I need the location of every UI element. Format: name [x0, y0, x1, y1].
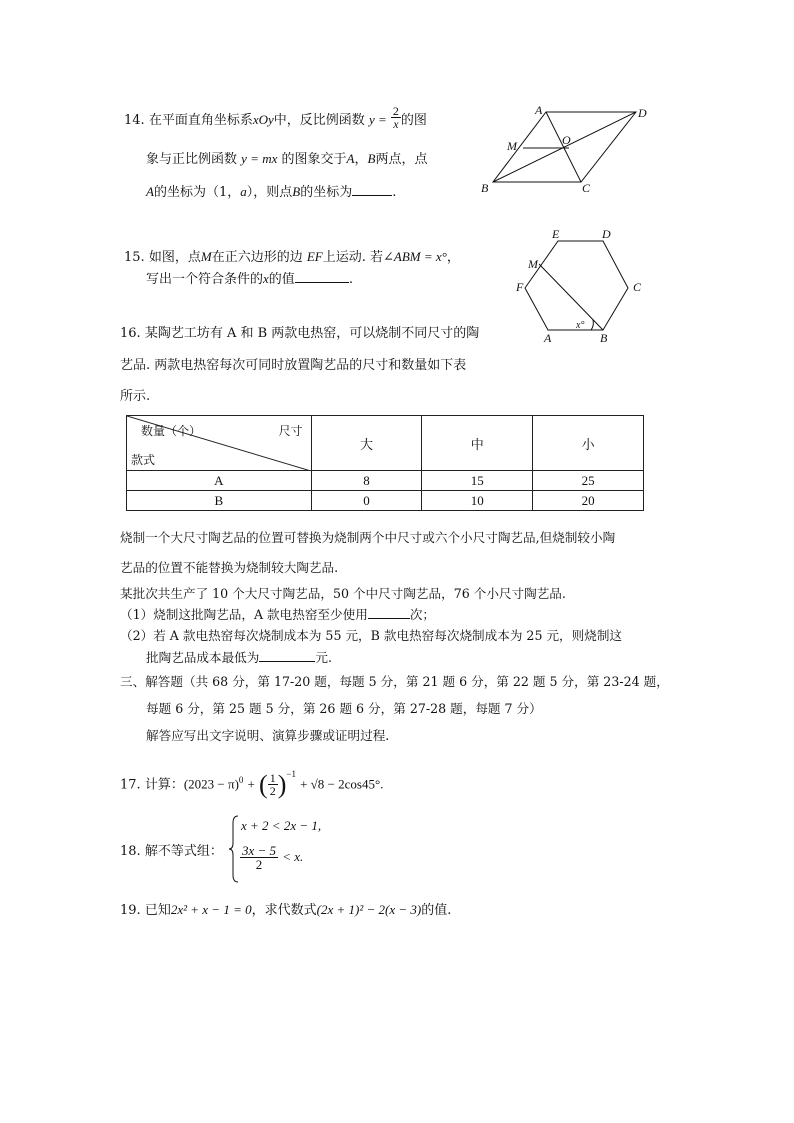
- q17-prefix: 计算：: [144, 777, 184, 793]
- header-medium: 中: [422, 416, 533, 471]
- q16-sub1-post: 次；: [409, 607, 435, 622]
- q16-sub1-blank[interactable]: [368, 606, 410, 619]
- cell-b-small: 20: [533, 491, 644, 511]
- q14-l3-mid2: ），则点: [246, 185, 293, 200]
- q15-l2-post: 的值: [268, 272, 295, 287]
- q16-sub2-post: 元.: [315, 650, 332, 665]
- q14-l3-post: 的坐标为: [300, 185, 353, 200]
- q18-label: [120, 840, 223, 859]
- label-B2: B: [600, 331, 608, 345]
- hexagon-abcdef: [525, 241, 628, 330]
- q16-sub2-text: 批陶艺品成本最低为: [146, 650, 260, 665]
- q14-l2-text: 象与正比例函数: [146, 152, 238, 167]
- label-D: D: [638, 106, 647, 120]
- q17-exp-neg1: −1: [286, 769, 296, 779]
- label-D2: D: [602, 227, 611, 241]
- table-header-row: [127, 416, 644, 471]
- q15-text3: 上运动. 若: [322, 250, 383, 265]
- q14-answer-blank[interactable]: [352, 183, 392, 196]
- q17-rparen: ): [277, 769, 287, 799]
- q14-text: 在平面直角坐标系: [148, 113, 253, 128]
- q16-text1: 某陶艺工坊有 A 和 B 两款电热窑，可以烧制不同尺寸的陶: [144, 326, 480, 341]
- cell-a-large: 8: [311, 471, 422, 491]
- q16-paragraph2: 艺品的位置不能替换为烧制较大陶艺品.: [120, 560, 339, 575]
- q18-prefix: 解不等式组：: [144, 844, 223, 859]
- q17-frac-den: 2: [269, 784, 276, 799]
- frac-numerator: 2: [392, 104, 399, 118]
- row-label-b: B: [127, 491, 312, 511]
- q15-answer-blank[interactable]: [295, 270, 349, 283]
- q15-M: M: [200, 249, 212, 264]
- table-corner-cell: [127, 416, 312, 471]
- q14-l2-A: A: [346, 151, 355, 166]
- q18-number: 18.: [120, 844, 141, 859]
- q18-frac-num: 3x − 5: [242, 843, 277, 858]
- q14-l2-sep: ，: [354, 152, 368, 167]
- q15-text: 如图，点: [148, 250, 201, 265]
- q18-frac-den: 2: [255, 857, 263, 872]
- q16-paragraph1: 烧制一个大尺寸陶艺品的位置可替换为烧制两个中尺寸或六个小尺寸陶艺品,但烧制较小陶: [120, 530, 616, 545]
- header-small: 小: [533, 416, 644, 471]
- q15-x: x: [263, 271, 269, 286]
- q18-inequality1: x + 2 < 2x − 1,: [241, 818, 322, 833]
- q14-y-eq: y =: [368, 112, 387, 127]
- q18-rhs: < x.: [282, 849, 304, 864]
- q15-text4: ，: [446, 250, 460, 265]
- q19-expression: (2x + 1)² − 2(x − 3): [316, 902, 422, 917]
- q17-plus: +: [247, 776, 255, 792]
- q19-mid: ，求代数式: [251, 903, 317, 918]
- q14-line3: [146, 181, 396, 200]
- q14-l3-end: .: [392, 185, 397, 200]
- kiln-capacity-table: [126, 415, 644, 511]
- label-C2: C: [633, 280, 642, 294]
- q14-text3: 的图: [400, 113, 427, 128]
- q16-sub2-line2: [146, 647, 332, 666]
- label-A2: A: [544, 331, 552, 345]
- q15-angle: ∠ABM = x°: [383, 249, 447, 264]
- q16-line1: [120, 322, 479, 341]
- q16-text3: 所示.: [120, 389, 151, 404]
- section3-scoring: 每题 6 分，第 25 题 5 分，第 26 题 6 分，第 27-28 题，每题 7 分）: [146, 701, 542, 716]
- q16-sub2-line1: （2）若 A 款电热窑每次烧制成本为 55 元，B 款电热窑每次烧制成本为 25 元，则烧制这: [120, 628, 623, 643]
- q14-l2-B: B: [367, 151, 376, 166]
- section3-heading: 三、解答题（共 68 分，第 17-20 题，每题 5 分，第 21 题 6 分，第 22 题 5 分，第 23-24 题，: [120, 674, 669, 689]
- cell-a-small: 25: [533, 471, 644, 491]
- q14-text2: 中，反比例函数: [273, 113, 365, 128]
- section3-instructions: 解答应写出文字说明、演算步骤或证明过程.: [146, 728, 390, 743]
- header-large: 大: [311, 416, 422, 471]
- q16-number: 16.: [120, 326, 141, 341]
- table-row: [127, 471, 644, 491]
- label-O: O: [562, 133, 571, 147]
- q14-l3-A: A: [146, 184, 154, 199]
- table-row: [127, 491, 644, 511]
- q19-equation: 2x² + x − 1 = 0: [170, 902, 252, 917]
- q17-frac-num: 1: [269, 771, 276, 786]
- row-label-a: A: [127, 471, 312, 491]
- corner-quantity-label: 数量（个）: [141, 424, 202, 438]
- label-A: A: [535, 103, 543, 117]
- q14-l2-eq: y = mx: [241, 151, 278, 166]
- q19-number: 19.: [120, 903, 141, 918]
- label-F: F: [516, 280, 524, 294]
- q15-EF: EF: [306, 249, 323, 264]
- q14-l2-post: 两点，点: [375, 152, 428, 167]
- q14-line2: [146, 148, 427, 167]
- cell-b-medium: 10: [422, 491, 533, 511]
- q16-text2: 艺品. 两款电热窑每次可同时放置陶艺品的尺寸和数量如下表: [120, 358, 467, 373]
- q14-fraction: [391, 105, 401, 130]
- frac-denominator: x: [393, 117, 399, 131]
- q15-line2: [146, 268, 353, 287]
- q17-fraction: [268, 772, 278, 797]
- q15-number: 15.: [124, 250, 145, 265]
- q14-l3-B: B: [292, 184, 301, 199]
- label-M2: M: [528, 257, 538, 271]
- q16-sub1-text: （1）烧制这批陶艺品，A 款电热窑至少使用: [120, 607, 368, 622]
- cell-b-large: 0: [311, 491, 422, 511]
- label-C: C: [582, 181, 591, 195]
- q16-paragraph3: 某批次共生产了 10 个大尺寸陶艺品，50 个中尺寸陶艺品，76 个小尺寸陶艺品.: [120, 586, 566, 601]
- q14-xoy: xOy: [252, 112, 274, 127]
- q18-fraction: [240, 844, 278, 871]
- q16-sub1: [120, 604, 435, 623]
- q16-sub2-blank[interactable]: [259, 649, 315, 662]
- q15-line1: [124, 246, 460, 265]
- label-M: M: [507, 139, 517, 153]
- q17-term2: + √8 − 2cos45°.: [300, 776, 384, 792]
- label-x-angle: x°: [576, 320, 585, 331]
- q17-term1: (2023 − π): [183, 776, 239, 792]
- q17: [120, 762, 383, 802]
- angle-arc: [591, 320, 593, 330]
- q18-brace: [228, 815, 240, 883]
- q14-line1: [124, 104, 427, 133]
- q14-l3-mid: 的坐标为（1，: [153, 185, 241, 200]
- q14-l3-a: a: [240, 184, 247, 199]
- q18-inequality2: [240, 844, 303, 871]
- q14-l2-mid: 的图象交于: [281, 152, 347, 167]
- hexagon-figure: [510, 224, 660, 349]
- q19-prefix: 已知: [144, 903, 171, 918]
- label-B: B: [481, 181, 489, 195]
- q17-number: 17.: [120, 777, 141, 793]
- parallelogram-figure: [476, 100, 656, 200]
- cell-a-medium: 15: [422, 471, 533, 491]
- label-E: E: [552, 227, 560, 241]
- corner-model-label: 款式: [131, 453, 156, 467]
- q19: [120, 899, 451, 918]
- q15-l2-end: .: [348, 272, 353, 287]
- q15-l2-text: 写出一个符合条件的: [146, 272, 264, 287]
- q14-number: 14.: [124, 113, 145, 128]
- q19-post: 的值.: [421, 903, 452, 918]
- q15-text2: 在正六边形的边: [211, 250, 303, 265]
- corner-size-label: 尺寸: [278, 424, 303, 438]
- q17-exp0: 0: [238, 775, 244, 785]
- q17-lparen: (: [259, 769, 268, 799]
